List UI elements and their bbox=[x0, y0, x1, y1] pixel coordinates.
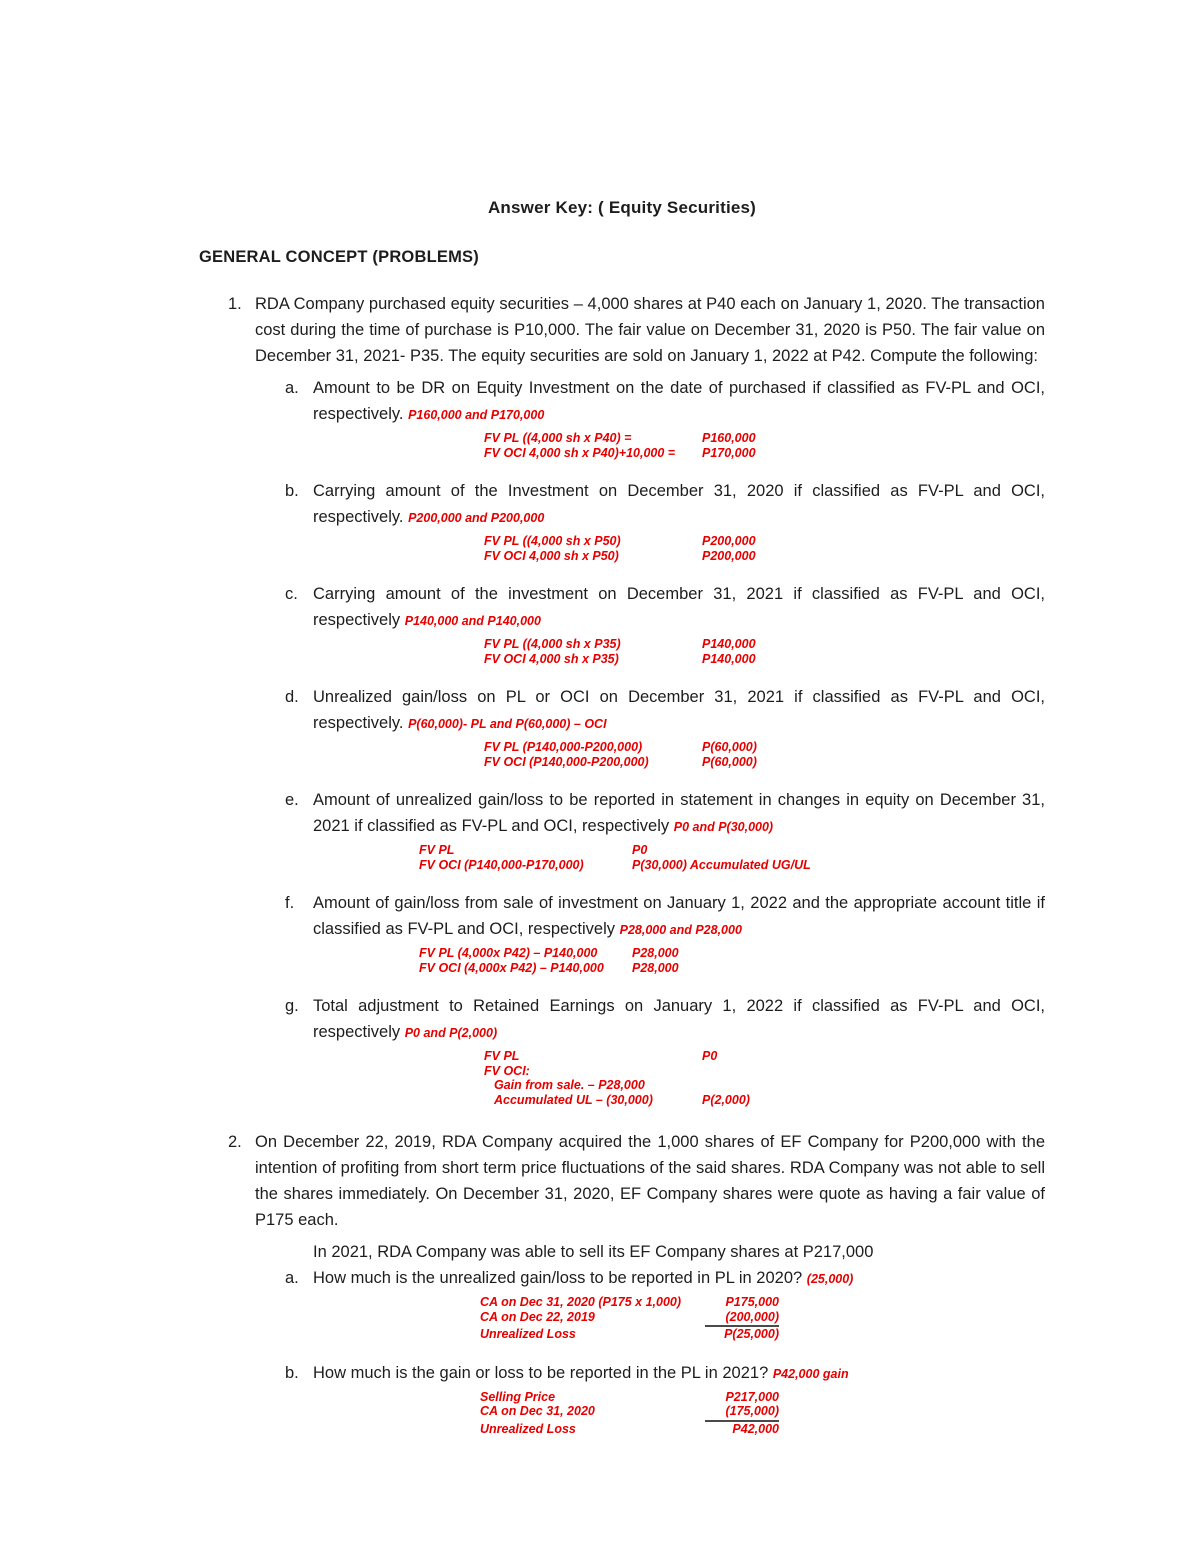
work-block bbox=[480, 1390, 1045, 1437]
work-row bbox=[480, 1295, 1045, 1310]
work-block bbox=[484, 740, 1045, 769]
work-value: P0 bbox=[632, 843, 648, 857]
work-label: Gain from sale. – P28,000 bbox=[494, 1078, 645, 1092]
sub-question: Amount of gain/loss from sale of investment on January 1, 2022 and the appropriate account title if classified as FV-PL and OCI, respectively bbox=[313, 894, 1045, 938]
work-row bbox=[484, 755, 1045, 770]
work-value: P217,000 bbox=[725, 1389, 779, 1404]
problem-note: In 2021, RDA Company was able to sell its EF Company shares at P217,000 bbox=[313, 1243, 874, 1261]
work-label: FV PL ((4,000 sh x P50) bbox=[484, 534, 621, 548]
work-block bbox=[484, 534, 1045, 563]
sub-item bbox=[285, 993, 1045, 1107]
work-label: FV PL bbox=[419, 843, 455, 857]
sub-question: How much is the unrealized gain/loss to be reported in PL in 2020? bbox=[313, 1269, 803, 1287]
work-row bbox=[484, 549, 1045, 564]
work-value: P(2,000) bbox=[702, 1092, 750, 1107]
work-row bbox=[484, 637, 1045, 652]
work-block bbox=[480, 1295, 1045, 1342]
work-row bbox=[484, 740, 1045, 755]
work-row bbox=[419, 946, 1045, 961]
answer-text: P0 and P(30,000) bbox=[673, 820, 774, 834]
work-block bbox=[484, 1049, 1045, 1107]
sub-letter: b. bbox=[285, 1363, 299, 1382]
sub-letter: b. bbox=[285, 482, 299, 500]
problem-item bbox=[228, 1129, 1045, 1436]
document-title: Answer Key: ( Equity Securities) bbox=[487, 198, 757, 217]
sub-letter: g. bbox=[285, 997, 299, 1015]
work-label: FV PL ((4,000 sh x P35) bbox=[484, 637, 621, 651]
work-row bbox=[480, 1390, 1045, 1405]
work-value: (200,000) bbox=[705, 1310, 779, 1328]
work-value: P160,000 bbox=[702, 431, 756, 445]
sub-body bbox=[313, 787, 1045, 872]
answer-text: P200,000 and P200,000 bbox=[408, 511, 545, 525]
work-row bbox=[484, 446, 1045, 461]
problem-item bbox=[228, 291, 1045, 1107]
work-row bbox=[480, 1327, 1045, 1342]
work-label: FV PL (4,000x P42) – P140,000 bbox=[419, 946, 598, 960]
sub-body bbox=[313, 581, 1045, 666]
answer-text: P28,000 and P28,000 bbox=[619, 923, 742, 937]
answer-text: (25,000) bbox=[806, 1272, 854, 1286]
sub-text bbox=[313, 684, 1045, 737]
work-label: FV OCI (4,000x P42) – P140,000 bbox=[419, 960, 604, 975]
work-block bbox=[419, 946, 1045, 975]
work-label: FV PL (P140,000-P200,000) bbox=[484, 740, 643, 754]
sub-text bbox=[313, 1265, 1045, 1292]
answer-text: P0 and P(2,000) bbox=[404, 1026, 498, 1040]
work-label: Unrealized Loss bbox=[480, 1327, 576, 1341]
work-row bbox=[484, 1049, 1045, 1064]
sub-item bbox=[285, 787, 1045, 872]
work-label: CA on Dec 31, 2020 bbox=[480, 1404, 595, 1418]
sub-item bbox=[285, 375, 1045, 460]
work-value: P28,000 bbox=[632, 946, 679, 960]
sub-text bbox=[313, 890, 1045, 943]
sub-item bbox=[285, 581, 1045, 666]
sub-letter: f. bbox=[285, 894, 295, 912]
problem-intro: On December 22, 2019, RDA Company acquired the 1,000 shares of EF Company for P200,000 with the intention of profiting from short term price fluctuations of the said shares. RDA Company was not able to sell the shares immediately. On December 31, 2020, EF Company shares were quote as having a fair value of P175 each. bbox=[255, 1133, 1045, 1229]
work-value: P0 bbox=[702, 1049, 718, 1063]
sub-text bbox=[313, 787, 1045, 840]
work-row bbox=[484, 431, 1045, 446]
sub-question: Total adjustment to Retained Earnings on January 1, 2022 if classified as FV-PL and OCI, respectively bbox=[313, 997, 1045, 1041]
sub-question: How much is the gain or loss to be reported in the PL in 2021? bbox=[313, 1363, 769, 1382]
work-block bbox=[484, 431, 1045, 460]
problem-number: 1. bbox=[228, 295, 242, 313]
work-label: Accumulated UL – (30,000) bbox=[494, 1092, 653, 1107]
work-row bbox=[480, 1310, 1045, 1328]
work-row bbox=[484, 1064, 1045, 1079]
work-value: P42,000 bbox=[732, 1421, 779, 1436]
sub-letter: a. bbox=[285, 379, 299, 397]
sub-item bbox=[285, 1265, 1045, 1342]
problem-body bbox=[255, 1129, 1045, 1436]
sub-body bbox=[313, 1360, 1045, 1437]
work-label: FV OCI (P140,000-P170,000) bbox=[419, 857, 584, 872]
work-value: P140,000 bbox=[702, 651, 756, 666]
sub-letter: a. bbox=[285, 1269, 299, 1287]
sub-letter: e. bbox=[285, 791, 299, 809]
sub-item bbox=[285, 890, 1045, 975]
work-row bbox=[484, 652, 1045, 667]
sub-text bbox=[313, 1360, 1045, 1387]
work-label: FV OCI: bbox=[484, 1063, 530, 1078]
work-label: FV PL ((4,000 sh x P40) = bbox=[484, 431, 632, 445]
sub-question: Carrying amount of the Investment on December 31, 2020 if classified as FV-PL and OCI, respectively. bbox=[313, 482, 1045, 526]
sub-body bbox=[313, 993, 1045, 1107]
work-label: FV OCI (P140,000-P200,000) bbox=[484, 754, 649, 769]
problem-number: 2. bbox=[228, 1133, 242, 1151]
sub-item bbox=[285, 478, 1045, 563]
work-value: P170,000 bbox=[702, 445, 756, 460]
answer-text: P160,000 and P170,000 bbox=[408, 408, 545, 422]
sub-body bbox=[313, 375, 1045, 460]
work-row bbox=[480, 1404, 1045, 1422]
sub-body bbox=[313, 478, 1045, 563]
sub-letter: c. bbox=[285, 585, 298, 603]
sub-text bbox=[313, 581, 1045, 634]
work-label: CA on Dec 31, 2020 (P175 x 1,000) bbox=[480, 1295, 682, 1309]
work-label: CA on Dec 22, 2019 bbox=[480, 1309, 595, 1324]
work-label: FV PL bbox=[484, 1049, 520, 1063]
work-label: Selling Price bbox=[480, 1389, 556, 1404]
sub-question: Amount to be DR on Equity Investment on the date of purchased if classified as FV-PL and OCI, respectively. bbox=[313, 379, 1045, 423]
work-value: P28,000 bbox=[632, 960, 679, 975]
sub-text bbox=[313, 375, 1045, 428]
sub-question: Carrying amount of the investment on December 31, 2021 if classified as FV-PL and OCI, respectively bbox=[313, 585, 1045, 629]
work-row bbox=[484, 534, 1045, 549]
sub-body bbox=[313, 1265, 1045, 1342]
work-block bbox=[484, 637, 1045, 666]
sub-item bbox=[285, 1360, 1045, 1437]
work-block bbox=[419, 843, 1045, 872]
answer-text: P140,000 and P140,000 bbox=[404, 614, 541, 628]
work-value: P(25,000) bbox=[724, 1327, 779, 1341]
sub-question: Amount of unrealized gain/loss to be reported in statement in changes in equity on December 31, 2021 if classified as FV-PL and OCI, respectively bbox=[313, 791, 1045, 835]
work-label: Unrealized Loss bbox=[480, 1421, 576, 1436]
work-label: FV OCI 4,000 sh x P35) bbox=[484, 651, 619, 666]
sub-text bbox=[313, 478, 1045, 531]
work-value: P(60,000) bbox=[702, 754, 757, 769]
problem-body bbox=[255, 291, 1045, 1107]
work-row bbox=[419, 961, 1045, 976]
document-body bbox=[228, 291, 1045, 1436]
work-value: P200,000 bbox=[702, 548, 756, 563]
work-value: P140,000 bbox=[702, 637, 756, 651]
work-row bbox=[480, 1422, 1045, 1437]
sub-text bbox=[313, 993, 1045, 1046]
work-row bbox=[419, 843, 1045, 858]
work-label: FV OCI 4,000 sh x P40)+10,000 = bbox=[484, 445, 676, 460]
sub-letter: d. bbox=[285, 688, 299, 706]
answer-text: P(60,000)- PL and P(60,000) – OCI bbox=[408, 717, 607, 731]
sub-body bbox=[313, 890, 1045, 975]
work-row bbox=[484, 1093, 1045, 1108]
work-value: (175,000) bbox=[705, 1404, 779, 1422]
sub-item bbox=[285, 684, 1045, 769]
work-row bbox=[484, 1078, 1045, 1093]
answer-text: P42,000 gain bbox=[772, 1366, 849, 1381]
problem-intro: RDA Company purchased equity securities – 4,000 shares at P40 each on January 1, 2020. The transaction cost during the time of purchase is P10,000. The fair value on December 31, 2020 is P50. The fair value on December 31, 2021- P35. The equity securities are sold on January 1, 2022 at P42. Compute the following: bbox=[255, 295, 1045, 365]
work-value: P175,000 bbox=[725, 1295, 779, 1309]
work-value: P200,000 bbox=[702, 534, 756, 548]
work-label: FV OCI 4,000 sh x P50) bbox=[484, 548, 619, 563]
work-value: P(30,000) Accumulated UG/UL bbox=[632, 857, 811, 872]
work-value: P(60,000) bbox=[702, 740, 757, 754]
work-row bbox=[419, 858, 1045, 873]
sub-body bbox=[313, 684, 1045, 769]
section-heading: GENERAL CONCEPT (PROBLEMS) bbox=[199, 248, 479, 266]
sub-question: Unrealized gain/loss on PL or OCI on December 31, 2021 if classified as FV-PL and OCI, respectively. bbox=[313, 688, 1045, 732]
